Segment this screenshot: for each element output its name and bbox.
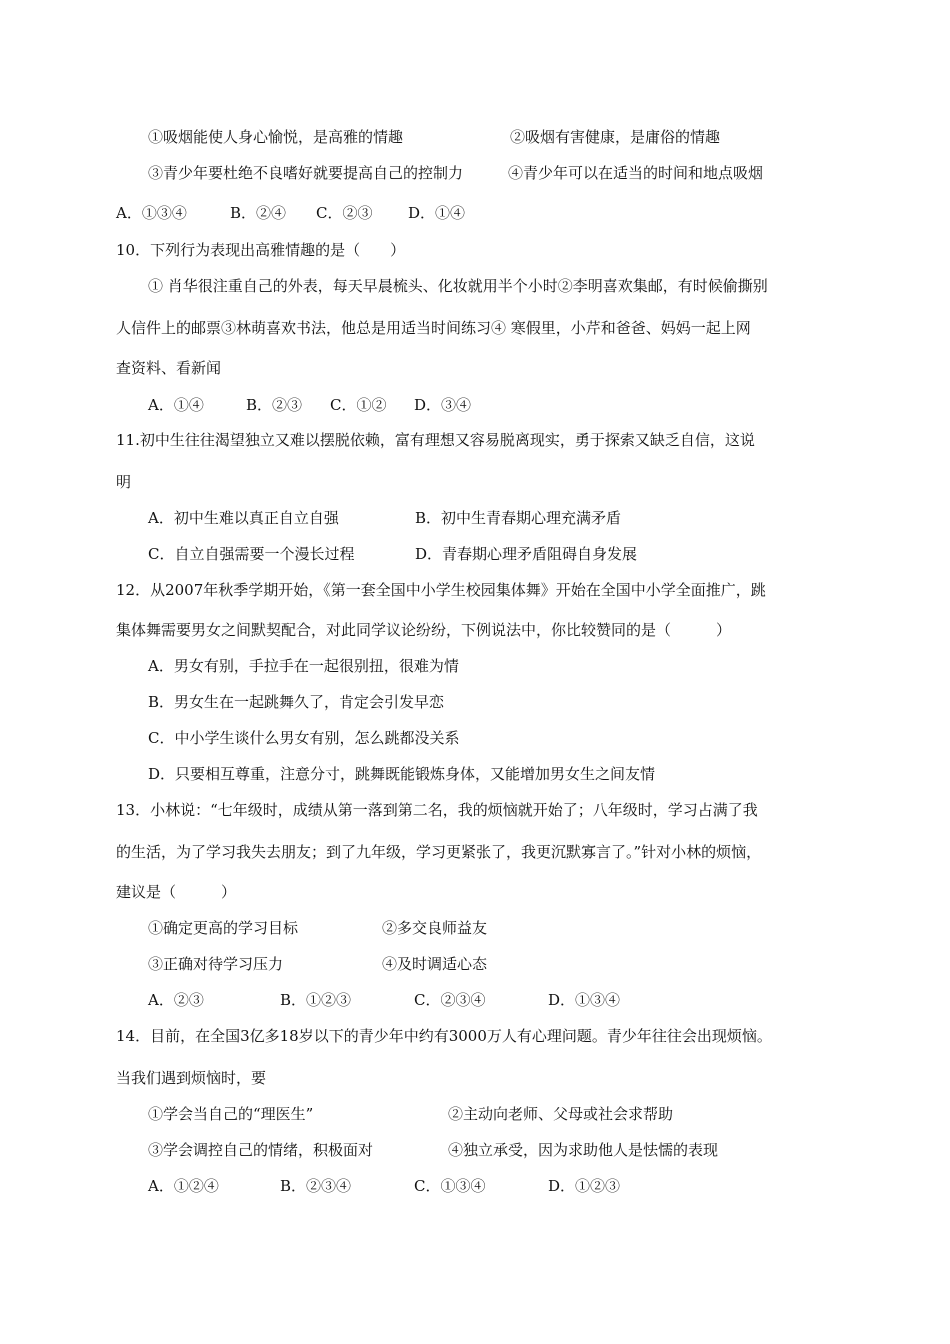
q11-option-d: D．青春期心理矛盾阻碍自身发展: [415, 545, 638, 563]
q10-option-b: B．②③: [246, 396, 303, 414]
q11-option-a: A．初中生难以真正自立自强: [148, 509, 339, 527]
q13-option-a: A．②③: [148, 991, 204, 1009]
q12-stem-line-2: 集体舞需要男女之间默契配合，对此同学议论纷纷，下例说法中，你比较赞同的是（ ）: [116, 621, 732, 639]
q13-statement-4: ④及时调适心态: [382, 955, 488, 973]
q14-statement-1: ①学会当自己的“理医生”: [148, 1105, 314, 1123]
q11-option-b: B．初中生青春期心理充满矛盾: [415, 509, 622, 527]
q11-stem-line-1: 11.初中生往往渴望独立又难以摆脱依赖，富有理想又容易脱离现实，勇于探索又缺乏自信，这说: [116, 431, 755, 449]
q13-options: [148, 990, 620, 1010]
q14-stem-line-1: 14．目前，在全国3亿多18岁以下的青少年中约有3000万人有心理问题。青少年往往会出现烦恼。: [116, 1027, 772, 1045]
q14-stem-line-2: 当我们遇到烦恼时，要: [116, 1069, 267, 1087]
q13-option-d: D．①③④: [548, 991, 621, 1009]
q10-body-line-2: 人信件上的邮票③林萌喜欢书法，他总是用适当时间练习④ 寒假里，小芹和爸爸、妈妈一起上网: [116, 319, 751, 337]
q9-statement-1: ①吸烟能使人身心愉悦，是高雅的情趣: [148, 128, 404, 146]
q12-option-b: B．男女生在一起跳舞久了，肯定会引发早恋: [148, 693, 445, 711]
q14-statement-4: ④独立承受，因为求助他人是怯懦的表现: [448, 1141, 719, 1159]
q10-body-line-3: 查资料、看新闻: [116, 359, 222, 377]
q10-body-line-1: ① 肖华很注重自己的外表，每天早晨梳头、化妆就用半个小时②李明喜欢集邮，有时候偷撕别: [148, 277, 768, 295]
q14-statement-3: ③学会调控自己的情绪，积极面对: [148, 1141, 374, 1159]
q9-statement-4: ④青少年可以在适当的时间和地点吸烟: [508, 164, 764, 182]
q13-option-b: B．①②③: [280, 991, 352, 1009]
q14-option-b: B．②③④: [280, 1177, 352, 1195]
q13-stem-line-2: 的生活，为了学习我失去朋友；到了九年级，学习更紧张了，我更沉默寡言了。”针对小林的烦恼，: [116, 843, 762, 861]
q12-option-a: A．男女有别，手拉手在一起很别扭，很难为情: [148, 657, 459, 675]
q14-option-a: A．①②④: [148, 1177, 219, 1195]
q12-stem-line-1: 12．从2007年秋季学期开始，《第一套全国中小学生校园集体舞》开始在全国中小学全面推广，跳: [116, 581, 766, 599]
q14-option-d: D．①②③: [548, 1177, 621, 1195]
q13-statement-2: ②多交良师益友: [382, 919, 488, 937]
q10-option-d: D．③④: [414, 396, 472, 414]
q13-option-c: C．②③④: [414, 991, 486, 1009]
q13-statement-1: ①确定更高的学习目标: [148, 919, 299, 937]
q9-option-b: B．②④: [230, 204, 287, 222]
q14-statement-2: ②主动向老师、父母或社会求帮助: [448, 1105, 674, 1123]
q10-option-c: C．①②: [330, 396, 387, 414]
q10-stem: 10．下列行为表现出高雅情趣的是（ ）: [116, 241, 406, 259]
q12-option-c: C．中小学生谈什么男女有别，怎么跳都没关系: [148, 729, 460, 747]
q11-stem-line-2: 明: [116, 473, 132, 491]
q14-options: [148, 1176, 620, 1196]
q9-option-a: A．①③④: [116, 204, 187, 222]
q11-option-c: C．自立自强需要一个漫长过程: [148, 545, 355, 563]
q10-options: [148, 395, 471, 415]
q13-stem-line-3: 建议是（ ）: [116, 883, 237, 901]
q9-statement-2: ②吸烟有害健康，是庸俗的情趣: [510, 128, 721, 146]
q13-stem-line-1: 13．小林说：“七年级时，成绩从第一落到第二名，我的烦恼就开始了；八年级时，学习占满了我: [116, 801, 758, 819]
q14-option-c: C．①③④: [414, 1177, 486, 1195]
q9-statement-3: ③青少年要杜绝不良嗜好就要提高自己的控制力: [148, 164, 464, 182]
q9-option-c: C．②③: [316, 204, 373, 222]
q10-option-a: A．①④: [148, 396, 204, 414]
q9-options: [116, 203, 465, 223]
q9-option-d: D．①④: [408, 204, 466, 222]
q12-option-d: D．只要相互尊重，注意分寸，跳舞既能锻炼身体，又能增加男女生之间友情: [148, 765, 656, 783]
q13-statement-3: ③正确对待学习压力: [148, 955, 284, 973]
